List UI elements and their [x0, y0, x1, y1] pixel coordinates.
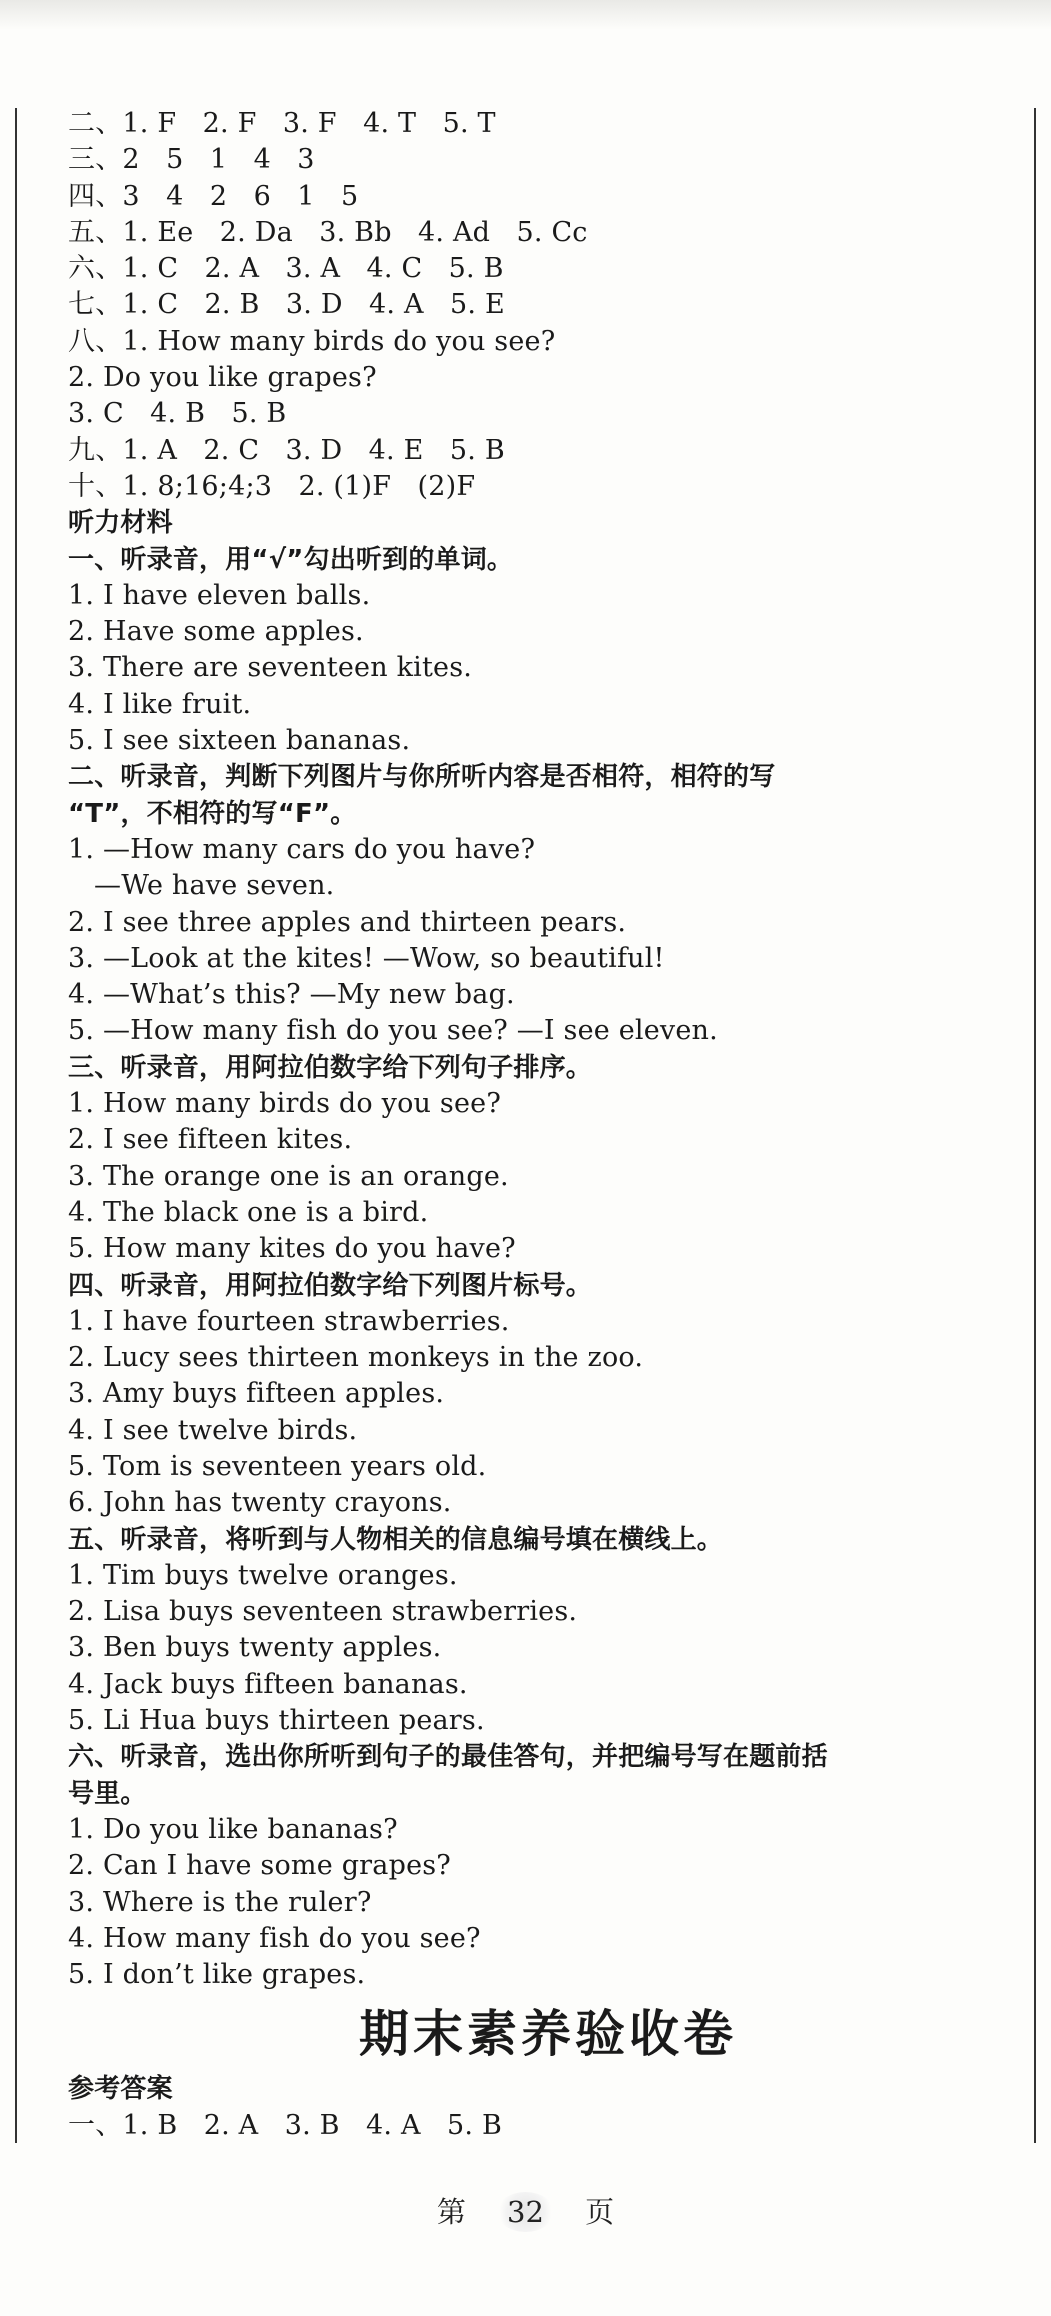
answer-line: 二、1. F 2. F 3. F 4. T 5. T: [68, 108, 496, 139]
script-line: 1. I have fourteen strawberries.: [68, 1305, 510, 1337]
answer-line: 六、1. C 2. A 3. A 4. C 5. B: [68, 253, 504, 285]
answer-key-label: 参考答案: [68, 2074, 173, 2105]
script-line: 5. Li Hua buys thirteen pears.: [68, 1705, 485, 1737]
script-line: 4. Jack buys fifteen bananas.: [68, 1668, 468, 1700]
right-margin-rule: [1034, 108, 1036, 2143]
script-line: 3. There are seventeen kites.: [68, 652, 473, 684]
answer-line: 九、1. A 2. C 3. D 4. E 5. B: [68, 434, 505, 466]
section-heading: 四、听录音，用阿拉伯数字给下列图片标号。: [68, 1270, 593, 1301]
section-heading: 一、听录音，用“√”勾出听到的单词。: [68, 544, 514, 575]
script-line: 4. How many fish do you see?: [68, 1922, 481, 1954]
section-heading: 六、听录音，选出你所听到句子的最佳答句，并把编号写在题前括: [68, 1742, 828, 1773]
listening-material-title: 听力材料: [68, 508, 173, 539]
script-line: 5. I don’t like grapes.: [68, 1959, 366, 1991]
script-line: 2. I see fifteen kites.: [68, 1124, 353, 1156]
script-line: 1. How many birds do you see?: [68, 1088, 502, 1120]
answer-line: 八、1. How many birds do you see?: [68, 325, 556, 357]
answer-line: 七、1. C 2. B 3. D 4. A 5. E: [68, 289, 505, 321]
answer-line: 一、1. B 2. A 3. B 4. A 5. B: [68, 2109, 503, 2141]
script-line: 2. Lisa buys seventeen strawberries.: [68, 1596, 578, 1628]
script-line: 2. I see three apples and thirteen pears.: [68, 906, 627, 938]
script-line: 5. How many kites do you have?: [68, 1233, 516, 1265]
script-line: 1. Tim buys twelve oranges.: [68, 1559, 458, 1591]
answer-line: 2. Do you like grapes?: [68, 362, 377, 394]
left-margin-rule: [15, 108, 17, 2143]
script-line: 1. —How many cars do you have?: [68, 833, 536, 865]
section-heading: 五、听录音，将听到与人物相关的信息编号填在横线上。: [68, 1524, 724, 1555]
script-line: 1. I have eleven balls.: [68, 579, 371, 611]
script-line: 3. —Look at the kites! —Wow, so beautiful!: [68, 942, 665, 974]
answer-line: 3. C 4. B 5. B: [68, 398, 287, 430]
answer-line: 三、2 5 1 4 3: [68, 144, 315, 176]
section-heading-continued: 号里。: [68, 1778, 147, 1809]
page-suffix: 页: [585, 2195, 615, 2229]
section-heading: 二、听录音，判断下列图片与你所听内容是否相符，相符的写: [68, 762, 776, 793]
script-line: 1. Do you like bananas?: [68, 1813, 398, 1845]
final-exam-title: 期末素养验收卷: [359, 2005, 737, 2064]
script-line: 6. John has twenty crayons.: [68, 1487, 452, 1519]
script-line: 2. Can I have some grapes?: [68, 1850, 451, 1882]
answer-line: 五、1. Ee 2. Da 3. Bb 4. Ad 5. Cc: [68, 216, 588, 248]
script-line: 5. —How many fish do you see? —I see eleven.: [68, 1015, 718, 1047]
script-line: 5. Tom is seventeen years old.: [68, 1450, 487, 1482]
script-line: 4. I see twelve birds.: [68, 1414, 358, 1446]
page-number: 32: [497, 2192, 554, 2232]
script-line: 3. Where is the ruler?: [68, 1886, 372, 1918]
script-line: 2. Lucy sees thirteen monkeys in the zoo.: [68, 1342, 644, 1374]
script-line: 4. The black one is a bird.: [68, 1196, 429, 1228]
script-line: 4. —What’s this? —My new bag.: [68, 979, 515, 1011]
scan-top-shadow: [0, 0, 1051, 30]
script-line: 3. Amy buys fifteen apples.: [68, 1378, 445, 1410]
script-line: 2. Have some apples.: [68, 616, 364, 648]
script-line: 3. Ben buys twenty apples.: [68, 1632, 442, 1664]
section-heading-continued: “T”，不相符的写“F”。: [68, 798, 357, 829]
script-line-reply: —We have seven.: [94, 870, 335, 902]
section-heading: 三、听录音，用阿拉伯数字给下列句子排序。: [68, 1052, 593, 1083]
answer-line: 四、3 4 2 6 1 5: [68, 180, 359, 212]
script-line: 3. The orange one is an orange.: [68, 1160, 509, 1192]
script-line: 4. I like fruit.: [68, 688, 252, 720]
answer-line: 十、1. 8;16;4;3 2. (1)F (2)F: [68, 470, 476, 502]
script-line: 5. I see sixteen bananas.: [68, 725, 411, 757]
answer-page-content: [68, 106, 1028, 2144]
page-number-footer: [0, 2192, 1051, 2232]
page-prefix: 第: [436, 2195, 466, 2229]
